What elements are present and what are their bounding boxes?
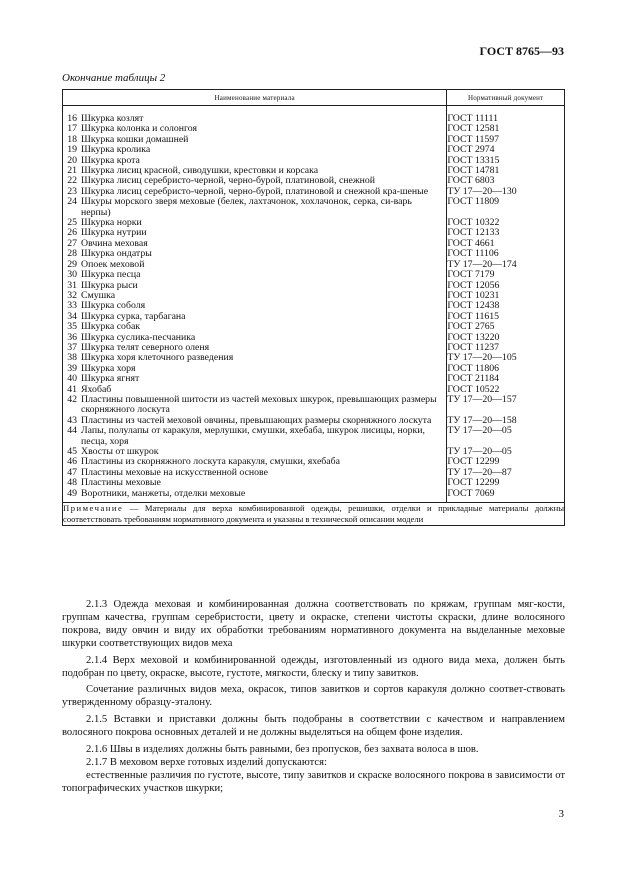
row-number: 32 (67, 289, 77, 301)
table-row (63, 374, 565, 384)
paragraph-natural-differences: естественные различия по густоте, высоте, типу завитков и скраске волосяного покрова в зависимости от топографических участков шкурки; (62, 769, 565, 794)
row-number: 24 (67, 196, 77, 208)
page-number: 3 (558, 808, 564, 820)
row-number: 47 (67, 466, 77, 478)
normative-doc: ГОСТ 14781 (447, 165, 500, 177)
row-number: 29 (67, 258, 77, 270)
table-row (63, 197, 565, 218)
header-material-name: Наименование материала (63, 90, 447, 106)
row-number: 20 (67, 154, 77, 166)
material-name: Шкурка крота (81, 154, 140, 166)
row-number: 37 (67, 341, 77, 353)
material-name: Шкурка кролика (81, 144, 151, 156)
material-name: Шкурка соболя (81, 300, 146, 312)
material-name: Шкурка телят северного оленя (81, 341, 210, 353)
material-name: Яхобаб (81, 383, 112, 395)
row-number: 23 (67, 185, 77, 197)
material-name: Шкурка собак (81, 321, 141, 333)
row-number: 26 (67, 227, 77, 239)
material-name: Шкурка хоря клеточного разведения (81, 352, 234, 364)
row-number: 49 (67, 487, 77, 499)
row-number: 42 (67, 393, 77, 405)
normative-doc: ГОСТ 11237 (447, 341, 500, 353)
normative-doc: ТУ 17—20—87 (447, 466, 512, 478)
normative-doc: ТУ 17—20—105 (447, 352, 517, 364)
normative-doc: ТУ 17—20—05 (447, 446, 512, 457)
row-number: 46 (67, 456, 77, 468)
row-number: 36 (67, 331, 77, 343)
table-row (63, 489, 565, 503)
material-name: Шкурка рыси (81, 279, 138, 291)
paragraph-2-1-5: 2.1.5 Вставки и приставки должны быть подобраны в соответствии с качеством и направлением волосяного покрова основных деталей и не должны выделяться на общем фоне изделия. (62, 714, 565, 739)
paragraph-2-1-6: 2.1.6 Швы в изделиях должны быть равными, без пропусков, без захвата волоса в шов. (86, 744, 479, 756)
material-name: Шкурка ондатры (81, 248, 152, 260)
material-name: Воротники, манжеты, отделки меховые (81, 487, 246, 499)
material-name-cell (63, 270, 447, 280)
normative-doc: ГОСТ 12438 (447, 300, 500, 312)
normative-doc: ГОСТ 7179 (447, 269, 495, 281)
normative-doc: ГОСТ 13220 (447, 331, 500, 343)
normative-doc: ТУ 17—20—05 (447, 425, 512, 437)
material-name: Пластины меховые на искусственной основе (81, 466, 268, 478)
table-row (63, 322, 565, 332)
normative-doc: ГОСТ 13315 (447, 154, 500, 166)
normative-doc: ГОСТ 2765 (447, 321, 495, 333)
material-name: Пластины повышенной шитости из частей меховых шкурок, превышающих размеры скорняжного лоскута (81, 393, 437, 416)
note-label: Примечание (63, 503, 124, 514)
material-name: Шкурка сурка, тарбагана (81, 310, 186, 322)
row-number: 21 (67, 165, 77, 177)
normative-doc: ТУ 17—20—130 (447, 185, 517, 197)
material-name: Шкуры морского зверя меховые (белек, лахтачонок, хохлачонок, серка, си-варь нерпы) (81, 196, 412, 218)
material-name-cell (63, 322, 447, 332)
row-number: 16 (67, 113, 77, 124)
normative-doc: ГОСТ 11809 (447, 196, 500, 208)
normative-doc: ТУ 17—20—158 (447, 414, 517, 426)
paragraph-2-1-7: 2.1.7 В меховом верхе готовых изделий допускаются: (86, 756, 327, 768)
row-number: 44 (67, 425, 77, 437)
row-number: 28 (67, 248, 77, 260)
normative-doc: ГОСТ 12299 (447, 456, 500, 468)
row-number: 17 (67, 123, 77, 135)
note-text: — Материалы для верха комбинированной одежды, решишки, отделки и прикладные материалы должны соответствовать требованиям нормативного документа и указаны в технической описании модели (63, 503, 564, 525)
material-name-cell (63, 426, 447, 447)
row-number: 33 (67, 300, 77, 312)
normative-doc: ГОСТ 7069 (447, 487, 495, 499)
normative-doc: ГОСТ 6803 (447, 175, 495, 187)
row-number: 25 (67, 217, 77, 229)
material-name: Шкурка лисиц красной, сиводушки, крестовки и корсака (81, 165, 319, 177)
material-name: Шкурка хоря (81, 362, 136, 374)
materials-table (62, 89, 565, 526)
row-number: 31 (67, 279, 77, 291)
material-name: Шкурка лисиц серебристо-черной, черно-бурой, платиновой, снежной (81, 175, 376, 187)
normative-doc: ГОСТ 10522 (447, 383, 500, 395)
row-number: 38 (67, 352, 77, 364)
row-number: 34 (67, 310, 77, 322)
normative-doc: ГОСТ 11615 (447, 310, 500, 322)
material-name-cell (63, 106, 447, 125)
paragraph-combination: Сочетание различных видов меха, окрасок, типов завитков и сортов каракуля должно соответ-ствовать утвержденному образцу-эталону. (62, 684, 565, 709)
header-normative-doc: Нормативный документ (447, 90, 565, 106)
material-name: Шкурка кошки домашней (81, 133, 189, 145)
material-name: Шкурка нутрии (81, 227, 147, 239)
normative-doc: ГОСТ 2974 (447, 144, 495, 156)
material-name: Опоек меховой (81, 258, 145, 270)
material-name: Шкурка колонка и солонгоя (81, 123, 198, 135)
row-number: 40 (67, 373, 77, 385)
material-name: Пластины из скорняжного лоскута каракуля, смушки, яхебаба (81, 456, 340, 468)
material-name: Шкурка козлят (81, 113, 144, 124)
material-name-cell (63, 281, 447, 291)
normative-doc: ГОСТ 4661 (447, 237, 495, 249)
table-caption: Окончание таблицы 2 (62, 72, 166, 84)
normative-doc: ГОСТ 12299 (447, 477, 500, 489)
material-name: Смушка (81, 289, 116, 301)
material-name-cell (63, 489, 447, 503)
material-name-cell (63, 374, 447, 384)
row-number: 19 (67, 144, 77, 156)
normative-doc: ГОСТ 21184 (447, 373, 500, 385)
normative-doc: ТУ 17—20—157 (447, 393, 517, 405)
row-number: 39 (67, 362, 77, 374)
material-name: Шкурка норки (81, 217, 142, 229)
row-number: 43 (67, 414, 77, 426)
material-name: Шкурка суслика-песчаника (81, 331, 196, 343)
normative-doc: ГОСТ 12133 (447, 227, 500, 239)
normative-doc: ГОСТ 10322 (447, 217, 500, 229)
material-name: Лапы, полулапы от каракуля, мерлушки, смушки, яхебаба, шкурок лисицы, норки, песца, хоря (81, 425, 425, 447)
paragraph-2-1-3: 2.1.3 Одежда меховая и комбинированная должна соответствовать по кряжам, группам мяг-кости, группам качества, группам серебристости, цвету и окраске, степени чистоты скраски, длине волосяного покрова, виду овчин и виду их обработки требованиям нормативного документа на выделанные меховые шкурки соответствующих видов меха (62, 599, 565, 649)
normative-doc: ГОСТ 11111 (447, 113, 498, 124)
normative-doc: ГОСТ 11806 (447, 362, 500, 374)
table-note (63, 503, 565, 526)
paragraph-2-1-4: 2.1.4 Верх меховой и комбинированной одежды, изготовленный из одного вида меха, должен быть подобран по цвету, окраске, высоте, густоте, мягкости, блеску и типу завитков. (62, 654, 565, 679)
table-row (63, 106, 565, 125)
row-number: 22 (67, 175, 77, 187)
table-row (63, 426, 565, 447)
normative-doc: ГОСТ 10231 (447, 289, 500, 301)
normative-doc: ГОСТ 11106 (447, 248, 499, 260)
row-number: 18 (67, 133, 77, 145)
material-name-cell (63, 395, 447, 416)
material-name: Пластины из частей меховой овчины, превышающих размеры скорняжного лоскута (81, 414, 432, 426)
standard-header: ГОСТ 8765—93 (479, 44, 564, 58)
row-number: 48 (67, 477, 77, 489)
material-name: Шкурка песца (81, 269, 141, 281)
material-name: Шкурка лисиц серебристо-черной, черно-бурой, платиновой и снежной кра-шеные (81, 185, 429, 197)
row-number: 30 (67, 269, 77, 281)
normative-doc: ГОСТ 12056 (447, 279, 500, 291)
row-number: 41 (67, 383, 77, 395)
material-name: Хвосты от шкурок (81, 446, 159, 457)
normative-doc: ГОСТ 12581 (447, 123, 500, 135)
material-name: Овчина меховая (81, 237, 148, 249)
table-row (63, 270, 565, 280)
normative-doc: ГОСТ 11597 (447, 133, 500, 145)
material-name: Шкурка ягнят (81, 373, 140, 385)
row-number: 45 (67, 446, 77, 457)
body-text (62, 599, 565, 796)
table-row (63, 395, 565, 416)
normative-doc: ТУ 17—20—174 (447, 258, 517, 270)
material-name: Пластины меховые (81, 477, 161, 489)
material-name-cell (63, 197, 447, 218)
row-number: 27 (67, 237, 77, 249)
row-number: 35 (67, 321, 77, 333)
